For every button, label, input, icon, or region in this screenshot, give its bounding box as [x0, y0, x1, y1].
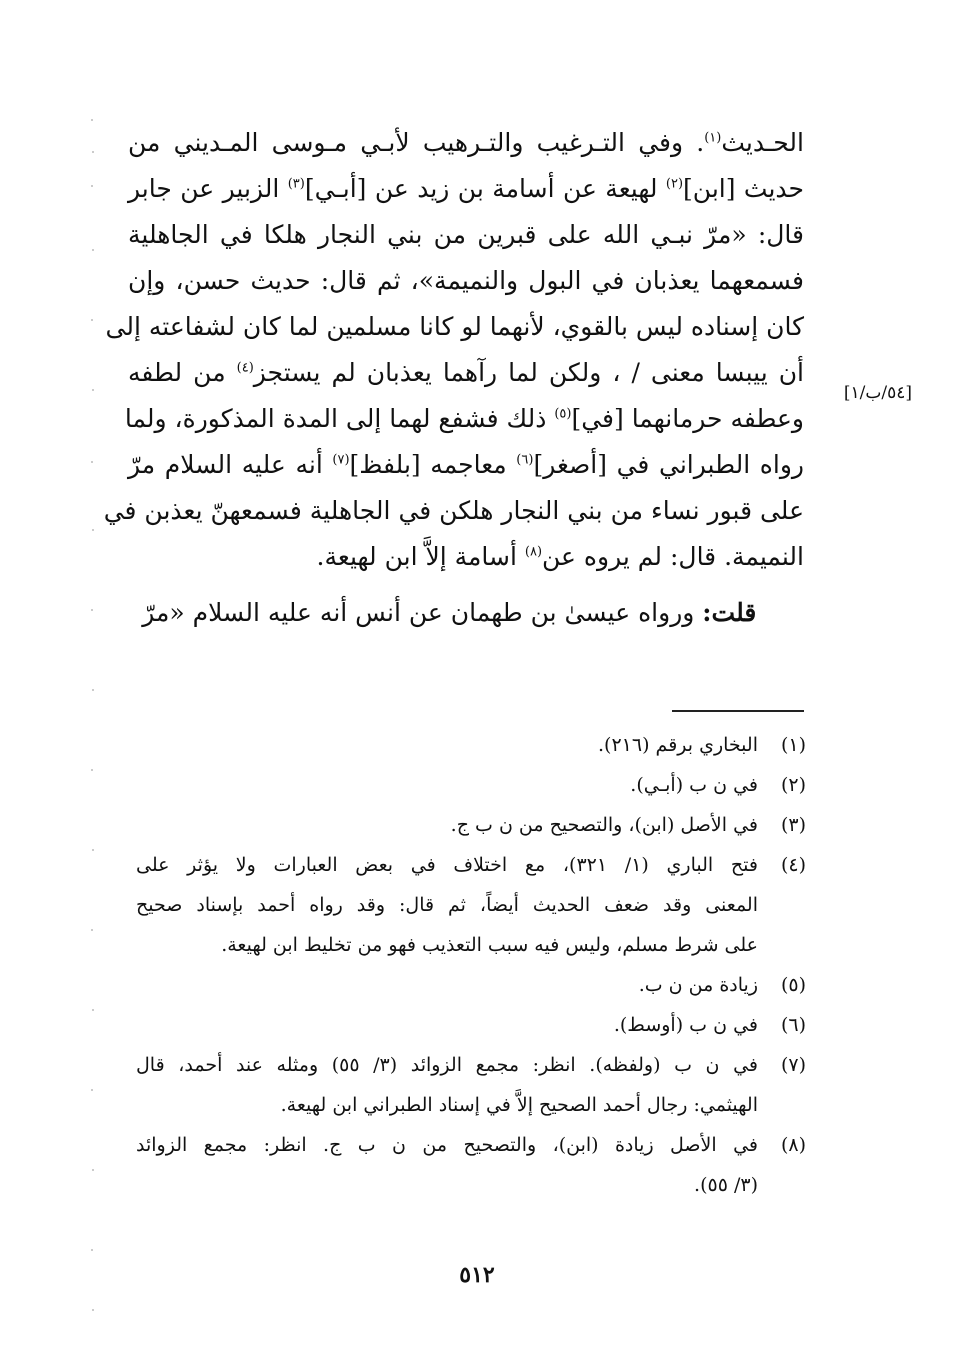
footnote-ref-7: (٧) — [332, 452, 350, 468]
footnote-ref-5: (٥) — [554, 406, 572, 422]
footnote-text: فتح الباري (١/ ٣٢١)، مع اختلاف في بعض العبارات ولا يؤثر على — [136, 854, 758, 876]
footnote-number: (٧) — [780, 1054, 806, 1076]
qulit-lead: قلت: — [702, 598, 757, 627]
footnote-2 — [136, 765, 806, 805]
footnote-text: في ن ب (أوسط). — [613, 1014, 758, 1036]
footnote-3 — [136, 805, 806, 845]
text-line-7: وعطفه حرمانهما [في]$^{(٥)}$ ذلك فشفع لهما إلى المدة المذكورة، ولما — [124, 404, 804, 433]
margin-folio-reference: [٥٤/ب/١] — [843, 383, 912, 403]
footnote-5 — [136, 965, 806, 1005]
footnote-number: (٨) — [780, 1134, 806, 1156]
footnote-6 — [136, 1005, 806, 1045]
footnote-ref-6: (٦) — [516, 452, 534, 468]
text-line-11: قلت: ورواه عيسىٰ بن طهمان عن أنس أنه عليه السلام «مرّ — [142, 598, 757, 627]
footnote-text: في ن ب (ولفظه). انظر: مجمع الزوائد (٣/ ٥٥) ومثله عند أحمد، قال — [136, 1054, 758, 1076]
footnote-text: في ن ب (أبـي). — [630, 774, 758, 796]
footnote-number: (١) — [780, 734, 806, 756]
footnote-number: (٢) — [780, 774, 806, 796]
footnote-text: المعنى وقد ضعف الحديث أيضاً، ثم قال: وقد رواه أحمد بإسناد صحيح — [136, 894, 758, 916]
footnote-text: البخاري برقم (٢١٦). — [598, 734, 758, 756]
text-line-8: رواه الطبراني في [أصغر]$^{(٦)}$ معاجمه [بلفظ]$^{(٧)}$ أنه عليه السلام مرّ — [128, 450, 804, 479]
footnote-8 — [136, 1125, 806, 1205]
footnote-4 — [136, 845, 806, 965]
footnote-ref-8: (٨) — [524, 544, 543, 560]
footnote-text: على شرط مسلم، وليس فيه سبب التعذيب فهو من تخليط ابن لهيعة. — [221, 934, 758, 956]
footnote-ref-2: (٢) — [665, 176, 684, 192]
footnote-separator — [672, 710, 804, 712]
footnote-number: (٥) — [780, 974, 806, 996]
text-line-3: قال: «مرّ نبـي الله على قبرين من بني النجار هلكا في الجاهلية — [128, 220, 804, 249]
text-line-4: فسمعهما يعذبان في البول والنميمة»، ثم قال: حديث حسن، وإن — [128, 266, 804, 295]
main-text — [103, 120, 804, 636]
footnote-ref-3: (٣) — [287, 176, 305, 192]
footnote-text: في الأصل (ابن)، والتصحيح من ن ب ج. — [450, 814, 758, 836]
page-number: ٥١٢ — [459, 1262, 495, 1288]
paragraph-gap — [128, 580, 804, 590]
footnote-1 — [136, 725, 806, 765]
text-line-9: على قبور نساء من بني النجار هلكن في الجاهلية فسمعهنّ يعذبن في — [103, 496, 804, 525]
text-line-6: أن ييبسا معنى / ، ولكن لما رآهما يعذبان لم يستجز$^{(٤)}$ من لطفه — [128, 358, 804, 387]
footnote-text: (٣/ ٥٥). — [694, 1174, 758, 1196]
footnote-ref-4: (٤) — [236, 360, 254, 376]
footnote-number: (٤) — [780, 854, 806, 876]
footnote-ref-1: (١) — [704, 130, 722, 146]
footnote-number: (٣) — [780, 814, 806, 836]
text-line-2: حديث [ابن]$^{(٢)}$ لهيعة عن أسامة بن زيد عن [أبـي]$^{(٣)}$ الزبير عن جابر — [128, 174, 804, 203]
footnote-text: زيادة من ن ب. — [638, 974, 758, 996]
footnote-7 — [136, 1045, 806, 1125]
scan-dots — [86, 90, 100, 1330]
text-line-10: النميمة. قال: لم يروه عن$^{(٨)}$ أسامة إلاَّ ابن لهيعة. — [316, 542, 804, 571]
text-line-1: الحـديث$^{(١)}$. وفي التـرغيب والتـرهيب لأبـي مـوسى المـديني من — [128, 128, 804, 157]
footnote-text: الهيثمي: رجال أحمد الصحيح إلاَّ في إسناد الطبراني ابن لهيعة. — [280, 1094, 758, 1116]
footnotes — [136, 725, 806, 1205]
text-line-5: كان إسناده ليس بالقوي، لأنهما لو كانا مسلمين لما كان لشفاعته إلى — [105, 312, 804, 341]
footnote-text: في الأصل زيادة (ابن)، والتصحيح من ن ب ج. انظر: مجمع الزوائد — [136, 1134, 758, 1156]
footnote-number: (٦) — [780, 1014, 806, 1036]
